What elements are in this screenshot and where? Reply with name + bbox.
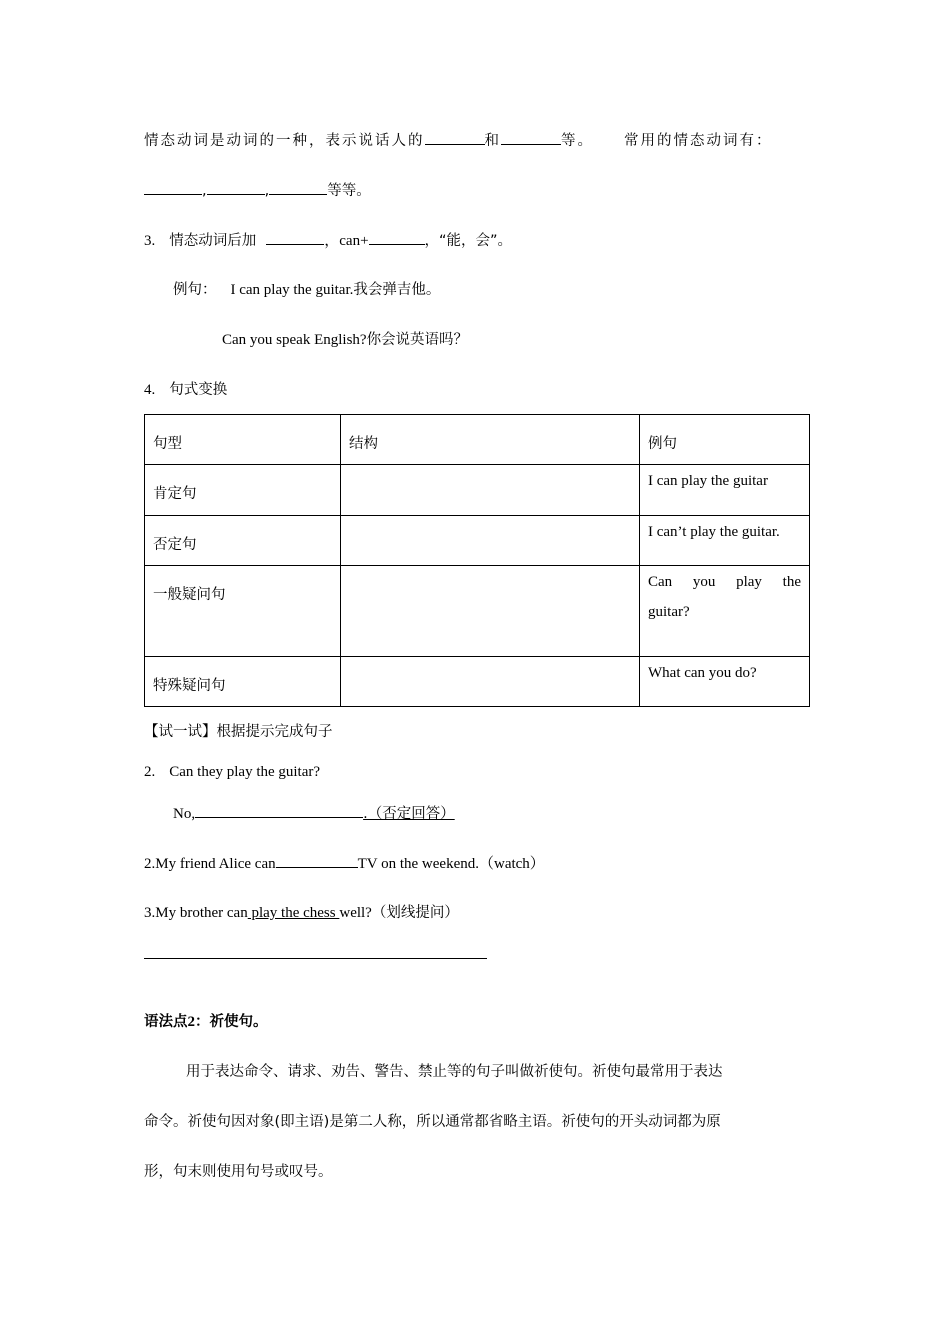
table-header: 结构 [341,415,640,465]
sentence-type-cell: 一般疑问句 [145,566,341,657]
structure-cell[interactable] [341,657,640,707]
sentence-type-cell: 肯定句 [145,465,341,516]
definition-text: 情态动词是动词的一种，表示说话人的 [144,133,425,149]
item-3-meaning: ，“能，会”。 [424,233,513,249]
example-cell: What can you do? [640,657,810,707]
fill-blank[interactable] [501,130,561,145]
question-text: Can they play the guitar? [169,764,321,780]
item-3-text: 情态动词后加 [169,233,257,249]
sentence-pattern-table [144,414,810,707]
sentence-type-cell: 否定句 [145,516,341,566]
item-3-can: ，can+ [324,233,369,249]
fill-blank[interactable] [425,130,485,145]
definition-end: 等。 [561,133,594,149]
grammar-paragraph-line: 用于表达命令、请求、劝告、警告、禁止等的句子叫做祈使句。祈使句最常用于表达 [186,1064,723,1080]
title-text: ：祈使句。 [195,1014,268,1030]
item-3 [144,230,512,251]
example-english: I can play the guitar. [230,282,354,298]
example-cell [640,566,810,657]
example-1 [173,280,440,300]
example-cell: I can’t play the guitar. [640,516,810,566]
answer-hint: （watch） [478,856,545,872]
example-english: Can you speak English? [222,332,367,348]
common-modals-label: 常用的情态动词有： [624,133,773,149]
answer-blank[interactable] [195,803,363,818]
fill-blank[interactable] [144,180,202,195]
practice-q3 [144,903,459,923]
grammar-point-2-title [144,1012,268,1032]
answer-hint: .（否定回答） [363,806,455,822]
table-header: 句型 [145,415,341,465]
example-2 [222,330,468,350]
sentence-type-cell: 特殊疑问句 [145,657,341,707]
title-text: 语法点 [144,1014,188,1030]
answer-hint: （划线提问） [371,905,459,921]
answer-blank[interactable] [276,853,358,868]
definition-line-2 [144,180,371,201]
answer-line[interactable] [144,958,487,959]
grammar-paragraph-line: 命令。祈使句因对象(即主语)是第二人称，所以通常都省略主语。祈使句的开头动词都为原 [144,1114,721,1130]
fill-blank[interactable] [207,180,265,195]
fill-blank[interactable] [269,180,327,195]
example-cell: I can play the guitar [640,465,810,516]
table-row [145,566,810,657]
definition-line-1 [144,130,773,151]
fill-blank[interactable] [369,230,425,245]
example-line: Can you play the [648,574,801,590]
example-line: guitar? [648,604,690,620]
definition-and: 和 [484,133,501,149]
comma: , [264,183,270,199]
practice-q1 [144,762,320,782]
comma: , [202,183,207,199]
question-text: 3.My brother can [144,905,248,921]
question-text-end: well? [339,905,372,921]
etc-text: 等等。 [327,183,371,199]
table-row [145,516,810,566]
title-number: 2 [187,1014,195,1030]
question-text: 2.My friend Alice can [144,856,276,872]
answer-prefix: No, [173,806,196,822]
question-text-end: TV on the weekend. [357,856,479,872]
structure-cell[interactable] [341,566,640,657]
practice-q2 [144,853,545,874]
example-chinese: 你会说英语吗？ [366,332,469,348]
example-chinese: 我会弹吉他。 [353,282,441,298]
table-row [145,465,810,516]
item-4 [144,380,227,400]
practice-q1-answer [173,803,455,824]
item-4-title: 句式变换 [169,382,228,398]
item-number: 3. [144,233,156,249]
example-label: 例句： [173,282,217,298]
item-number: 2. [144,764,156,780]
practice-title: 【试一试】根据提示完成句子 [144,724,333,740]
table-row [145,657,810,707]
item-number: 4. [144,382,156,398]
structure-cell[interactable] [341,516,640,566]
table-header-row [145,415,810,465]
table-header: 例句 [640,415,810,465]
grammar-paragraph-line: 形，句末则使用句号或叹号。 [144,1164,333,1180]
underlined-phrase: play the chess [247,905,340,921]
structure-cell[interactable] [341,465,640,516]
fill-blank[interactable] [266,230,324,245]
